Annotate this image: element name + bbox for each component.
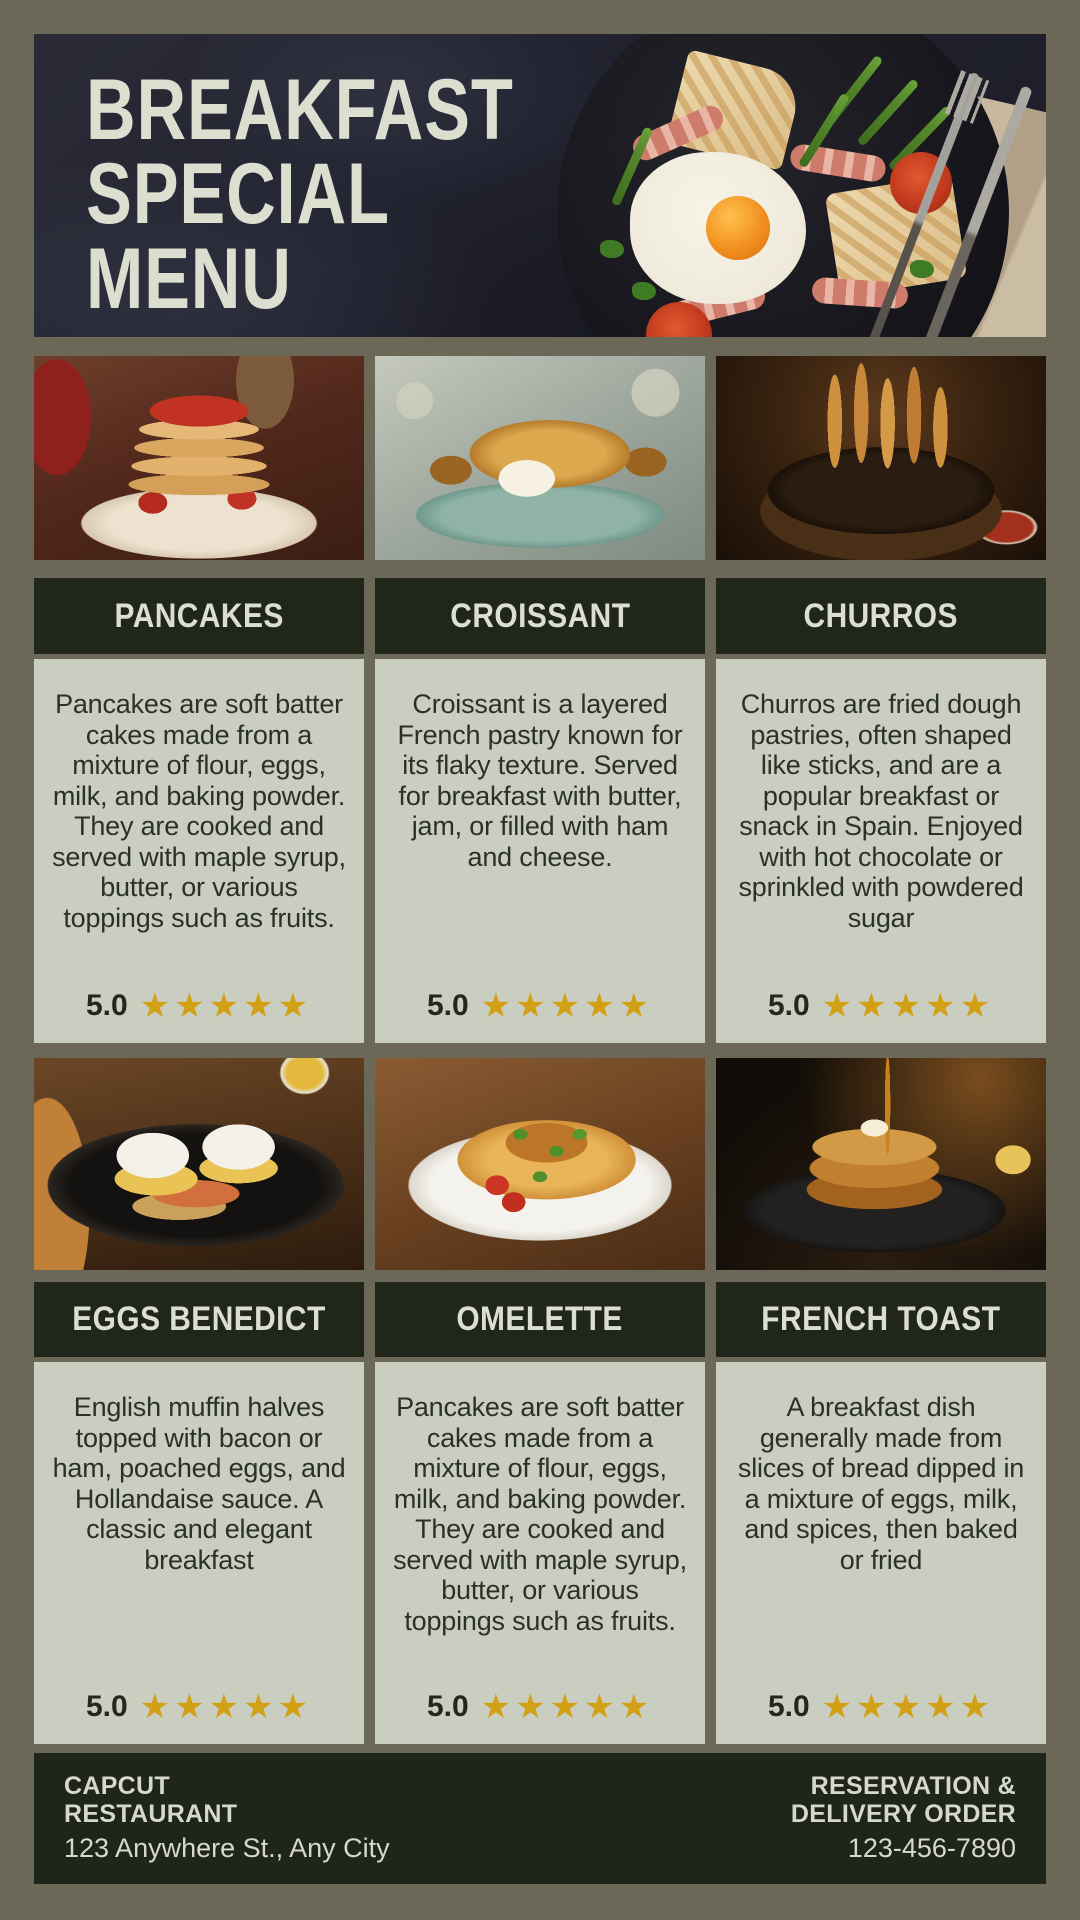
restaurant-name-line: RESTAURANT — [64, 1799, 238, 1828]
churros-photo — [716, 356, 1046, 560]
card-body-churros — [716, 659, 1046, 1043]
title-line: BREAKFAST — [86, 62, 514, 158]
restaurant-address: 123 Anywhere St., Any City — [64, 1833, 390, 1863]
rating-value: 5.0 — [767, 1690, 810, 1723]
card-title: OMELETTE — [456, 1300, 624, 1338]
card-header-eggs-benedict — [34, 1282, 364, 1357]
rating-value: 5.0 — [426, 989, 469, 1022]
title-line: SPECIAL — [86, 146, 390, 243]
body-row-1 — [34, 659, 1046, 1043]
card-header-omelette — [375, 1282, 705, 1357]
rating-value: 5.0 — [426, 1690, 469, 1723]
eggs-benedict-photo — [34, 1058, 364, 1270]
banner — [34, 34, 1046, 337]
star-icons: ★★★★★ — [480, 986, 654, 1026]
rating-value: 5.0 — [767, 989, 810, 1022]
rating-value: 5.0 — [85, 1690, 128, 1723]
photo-row-2 — [34, 1058, 1046, 1270]
omelette-photo — [375, 1058, 705, 1270]
star-icons: ★★★★★ — [139, 1687, 313, 1727]
card-header-croissant — [375, 578, 705, 654]
header-row-2 — [34, 1282, 1046, 1357]
card-header-pancakes — [34, 578, 364, 654]
photo-row-1 — [34, 356, 1046, 560]
rating — [49, 986, 349, 1026]
footer-left — [64, 1773, 390, 1864]
rating — [390, 986, 690, 1026]
restaurant-name-line: CAPCUT — [64, 1772, 170, 1800]
card-body-eggs-benedict — [34, 1362, 364, 1744]
rating — [731, 986, 1031, 1026]
card-header-churros — [716, 578, 1046, 654]
pancakes-photo — [34, 356, 364, 560]
card-title: PANCAKES — [114, 596, 284, 635]
star-icons: ★★★★★ — [139, 986, 313, 1026]
card-body-french-toast — [716, 1362, 1046, 1744]
croissant-photo — [375, 356, 705, 560]
card-description: Croissant is a layered French pastry known for its flaky texture. Served for breakfast with butter, jam, or filled with ham and cheese. — [397, 689, 683, 872]
parsley-shape — [910, 260, 934, 278]
card-description: Churros are fried dough pastries, often shaped like sticks, and are a popular breakfast or snack in Spain. Enjoyed with hot chocolate or sprinkled with powdered sugar — [738, 689, 1024, 933]
rating — [49, 1687, 349, 1727]
header-row-1 — [34, 578, 1046, 654]
title-line: MENU — [86, 230, 292, 327]
card-title: EGGS BENEDICT — [72, 1300, 326, 1338]
card-header-french-toast — [716, 1282, 1046, 1357]
page-title — [86, 62, 514, 327]
parsley-shape — [600, 240, 624, 258]
card-body-omelette — [375, 1362, 705, 1744]
card-body-croissant — [375, 659, 705, 1043]
reservation-heading — [791, 1773, 1016, 1828]
phone-number: 123-456-7890 — [847, 1833, 1016, 1863]
card-title: CROISSANT — [449, 596, 631, 635]
rating — [390, 1687, 690, 1727]
reservation-heading-line: RESERVATION & — [810, 1772, 1016, 1800]
star-icons: ★★★★★ — [821, 986, 995, 1026]
footer — [34, 1753, 1046, 1884]
restaurant-name — [64, 1773, 390, 1828]
card-description: Pancakes are soft batter cakes made from a mixture of flour, eggs, milk, and baking powder. They are cooked and served with maple syrup, butter, or various toppings such as fruits. — [393, 1392, 687, 1636]
card-title: FRENCH TOAST — [761, 1300, 1001, 1338]
parsley-shape — [632, 282, 656, 300]
card-title: CHURROS — [803, 596, 959, 635]
card-description: A breakfast dish generally made from slices of bread dipped in a mixture of eggs, milk, and spices, then baked or fried — [737, 1392, 1025, 1575]
reservation-heading-line: DELIVERY ORDER — [790, 1799, 1016, 1828]
footer-right — [791, 1773, 1016, 1864]
egg-yolk-shape — [706, 196, 770, 260]
card-description: Pancakes are soft batter cakes made from a mixture of flour, eggs, milk, and baking powder. They are cooked and served with maple syrup, butter, or various toppings such as fruits. — [52, 689, 346, 933]
rating-value: 5.0 — [85, 989, 128, 1022]
body-row-2 — [34, 1362, 1046, 1744]
star-icons: ★★★★★ — [821, 1687, 995, 1727]
rating — [731, 1687, 1031, 1727]
star-icons: ★★★★★ — [480, 1687, 654, 1727]
card-description: English muffin halves topped with bacon or ham, poached eggs, and Hollandaise sauce. A classic and elegant breakfast — [52, 1392, 346, 1575]
french-toast-photo — [716, 1058, 1046, 1270]
card-body-pancakes — [34, 659, 364, 1043]
